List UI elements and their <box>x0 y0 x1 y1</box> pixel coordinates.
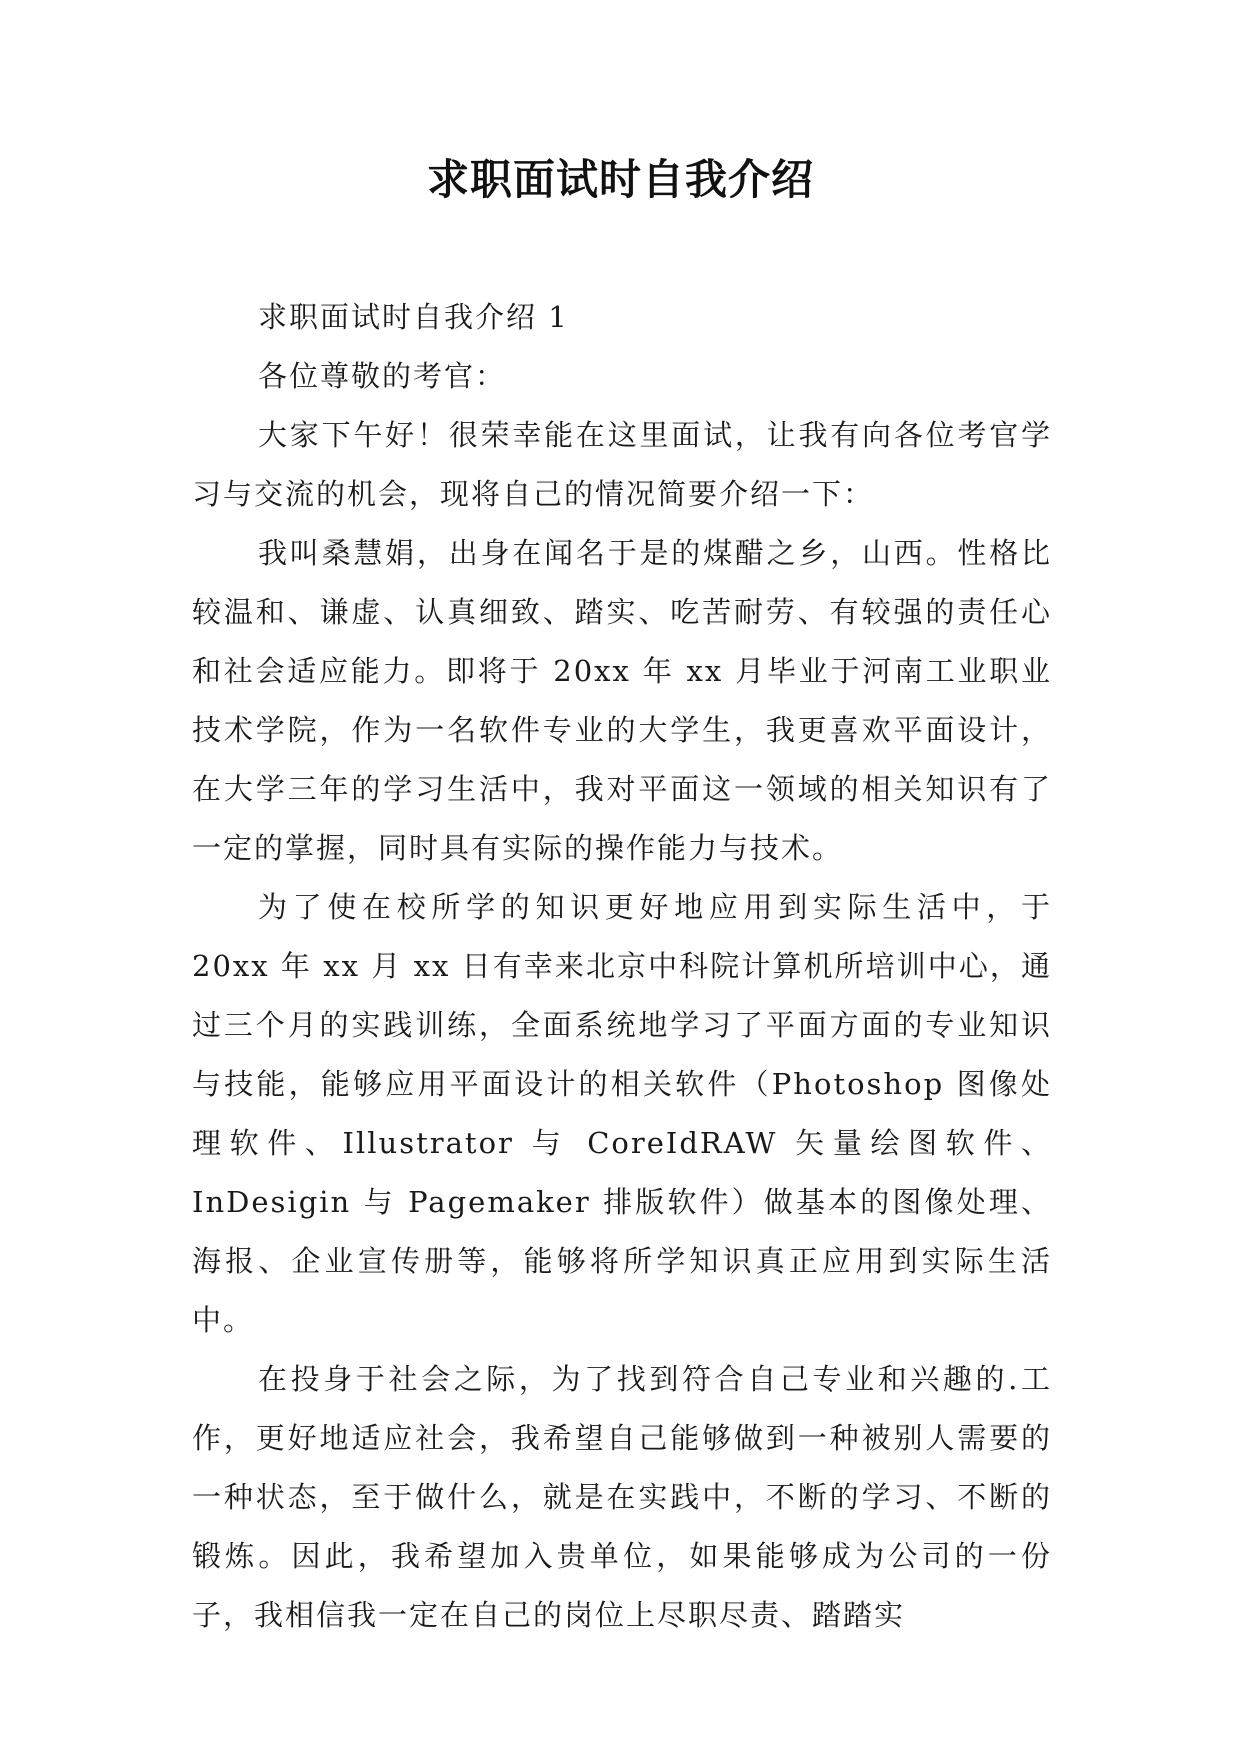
document-title: 求职面试时自我介绍 <box>426 155 814 204</box>
paragraph-goals: 在投身于社会之际，为了找到符合自己专业和兴趣的.工作，更好地适应社会，我希望自己能够做到一种被别人需要的一种状态，至于做什么，就是在实践中，不断的学习、不断的锻炼。因此，我希望加入贵单位，如果能够成为公司的一份子，我相信我一定在自己的岗位上尽职尽责、踏踏实 <box>192 1362 1052 1632</box>
paragraph-background: 我叫桑慧娟，出身在闻名于是的煤醋之乡，山西。性格比较温和、谦虚、认真细致、踏实、吃苦耐劳、有较强的责任心和社会适应能力。即将于 20xx 年 xx 月毕业于河南工业职业技术学院，作为一名软件专业的大学生，我更喜欢平面设计，在大学三年的学习生活中，我对平面这一领域的相关知识有了一定的掌握，同时具有实际的操作能力与技术。 <box>192 536 1052 865</box>
paragraph-salutation: 各位尊敬的考官： <box>258 359 507 393</box>
paragraph-heading: 求职面试时自我介绍 1 <box>258 300 569 334</box>
paragraph-greeting: 大家下午好！很荣幸能在这里面试，让我有向各位考官学习与交流的机会，现将自己的情况简要介绍一下： <box>192 418 1052 511</box>
paragraph-training: 为了使在校所学的知识更好地应用到实际生活中，于 20xx 年 xx 月 xx 日有幸来北京中科院计算机所培训中心，通过三个月的实践训练，全面系统地学习了平面方面的专业知识与技能，能够应用平面设计的相关软件（Photoshop 图像处理软件、Illustrator 与 CoreIdRAW 矢量绘图软件、InDesigin 与 Pagemaker 排版软件）做基本的图像处理、海报、企业宣传册等，能够将所学知识真正应用到实际生活中。 <box>192 890 1052 1337</box>
document-body <box>192 288 1052 1645</box>
